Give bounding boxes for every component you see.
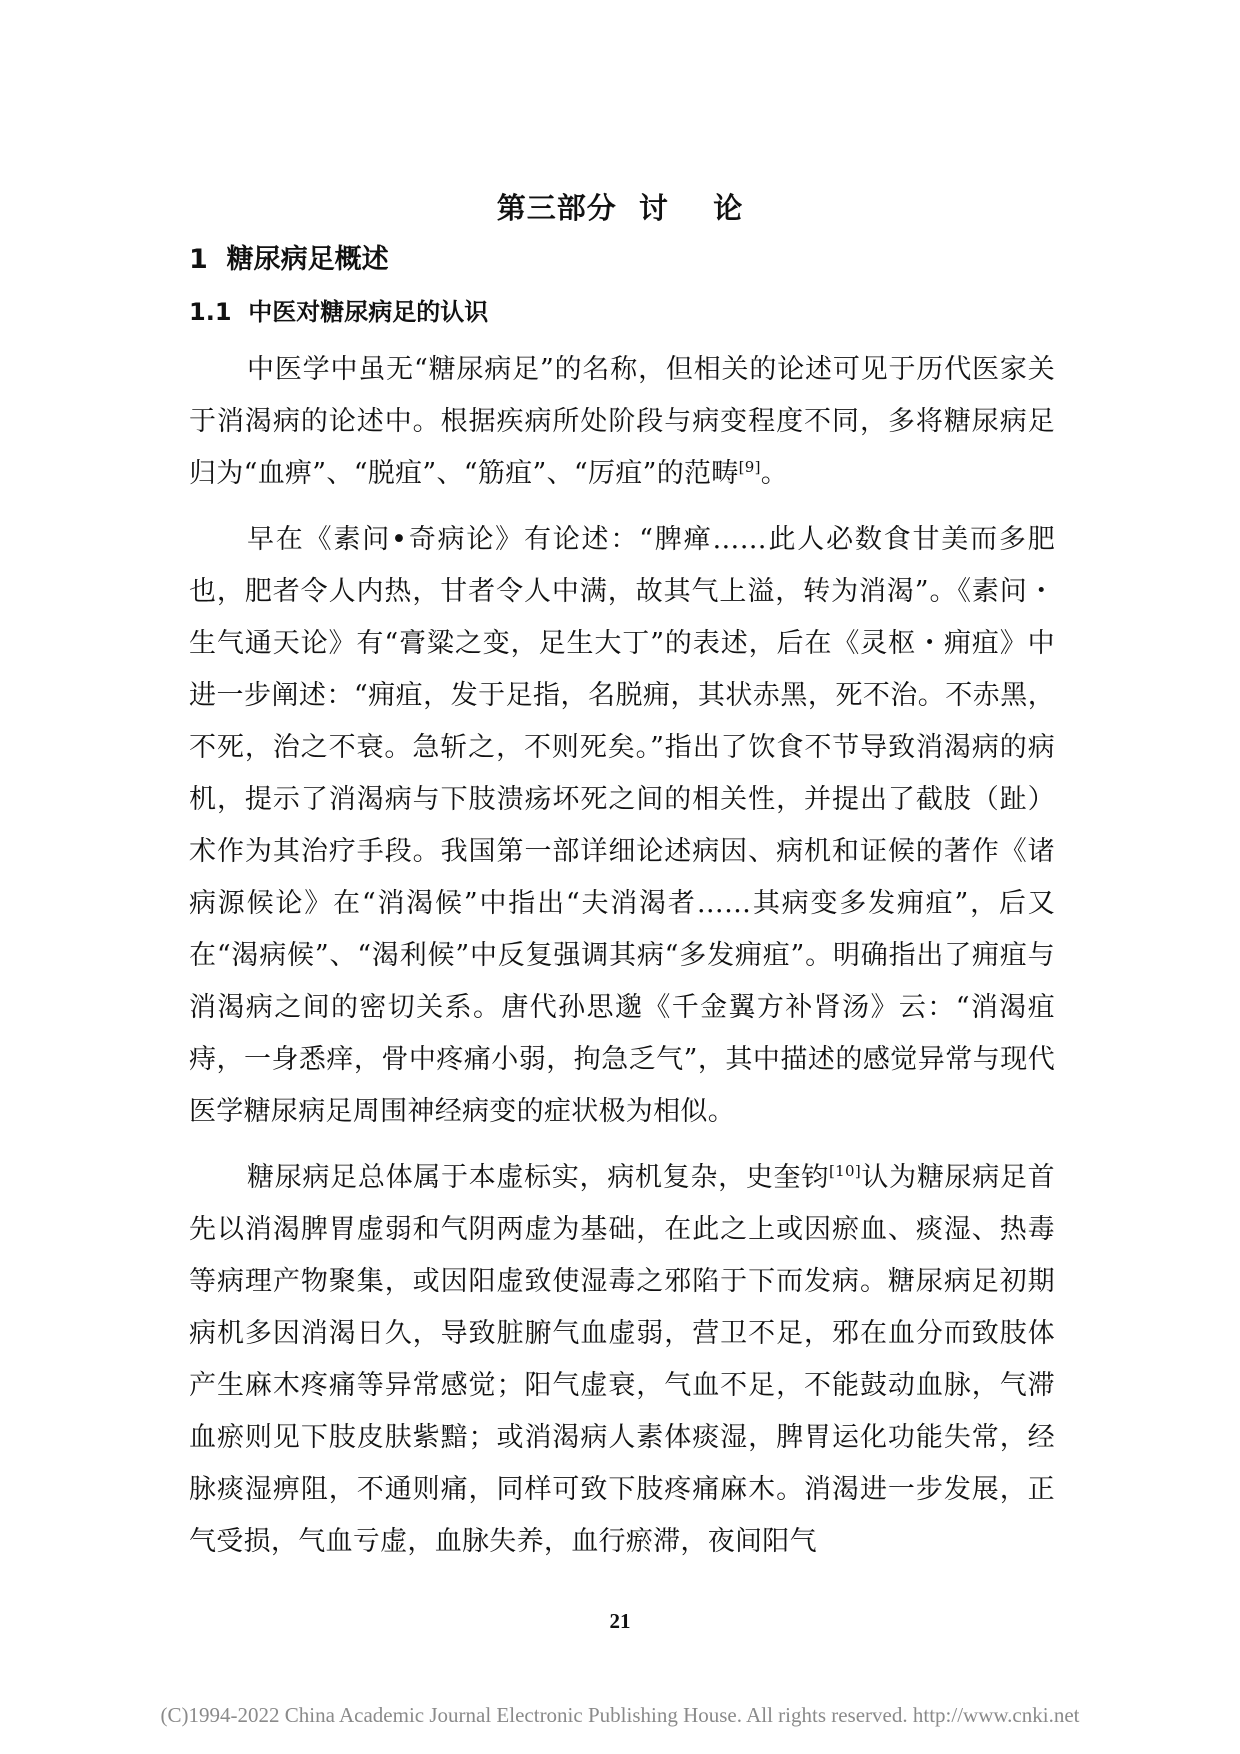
body-text	[189, 344, 1055, 1582]
paragraph-3-text: 认为糖尿病足首先以消渴脾胃虚弱和气阴两虚为基础，在此之上或因瘀血、痰湿、热毒等病理产物聚集，或因阳虚致使湿毒之邪陷于下而发病。糖尿病足初期病机多因消渴日久，导致脏腑气血虚弱，营卫不足，邪在血分而致肢体产生麻木疼痛等异常感觉；阳气虚衰，气血不足，不能鼓动血脉，气滞血瘀则见下肢皮肤紫黯；或消渴病人素体痰湿，脾胃运化功能失常，经脉痰湿痹阻，不通则痛，同样可致下肢疼痛麻木。消渴进一步发展，正气受损，气血亏虚，血脉失养，血行瘀滞，夜间阳气	[189, 1162, 1055, 1557]
paragraph-1-tail: 。	[760, 458, 789, 489]
part-title: 第三部分 讨 论	[496, 191, 744, 225]
paragraph-1	[189, 344, 1055, 500]
paragraph-1-text: 中医学中虽无“糖尿病足”的名称，但相关的论述可见于历代医家关于消渴病的论述中。根据疾病所处阶段与病变程度不同，多将糖尿病足归为“血痹”、“脱疽”、“筋疽”、“厉疽”的范畴	[189, 354, 1055, 489]
paragraph-2: 早在《素问•奇病论》有论述：“脾瘅……此人必数食甘美而多肥也，肥者令人内热，甘者令人中满，故其气上溢，转为消渴”。《素问・生气通天论》有“膏粱之变，足生大丁”的表述，后在《灵枢・痈疽》中进一步阐述：“痈疽，发于足指，名脱痈，其状赤黑，死不治。不赤黑，不死，治之不衰。急斩之，不则死矣。”指出了饮食不节导致消渴病的病机，提示了消渴病与下肢溃疡坏死之间的相关性，并提出了截肢（趾）术作为其治疗手段。我国第一部详细论述病因、病机和证候的著作《诸病源候论》在“消渴候”中指出“夫消渴者……其病变多发痈疽”，后又在“渴病候”、“渴利候”中反复强调其病“多发痈疽”。明确指出了痈疽与消渴病之间的密切关系。唐代孙思邈《千金翼方补肾汤》云：“消渴疽痔，一身悉痒，骨中疼痛小弱，拘急乏气”，其中描述的感觉异常与现代医学糖尿病足周围神经病变的症状极为相似。	[189, 524, 1055, 1127]
page-number: 21	[609, 1609, 631, 1633]
paragraph-3-lead: 糖尿病足总体属于本虚标实，病机复杂，史奎钧	[247, 1162, 829, 1193]
subsection-title: 1.1 中医对糖尿病足的认识	[189, 298, 489, 326]
citation-9: [9]	[738, 458, 761, 476]
citation-10: [10]	[828, 1162, 861, 1180]
paragraph-3	[189, 1152, 1055, 1568]
copyright-notice: (C)1994-2022 China Academic Journal Electronic Publishing House. All rights reserved. http://www.cnki.net	[160, 1703, 1080, 1727]
section-title: 1 糖尿病足概述	[189, 244, 389, 275]
